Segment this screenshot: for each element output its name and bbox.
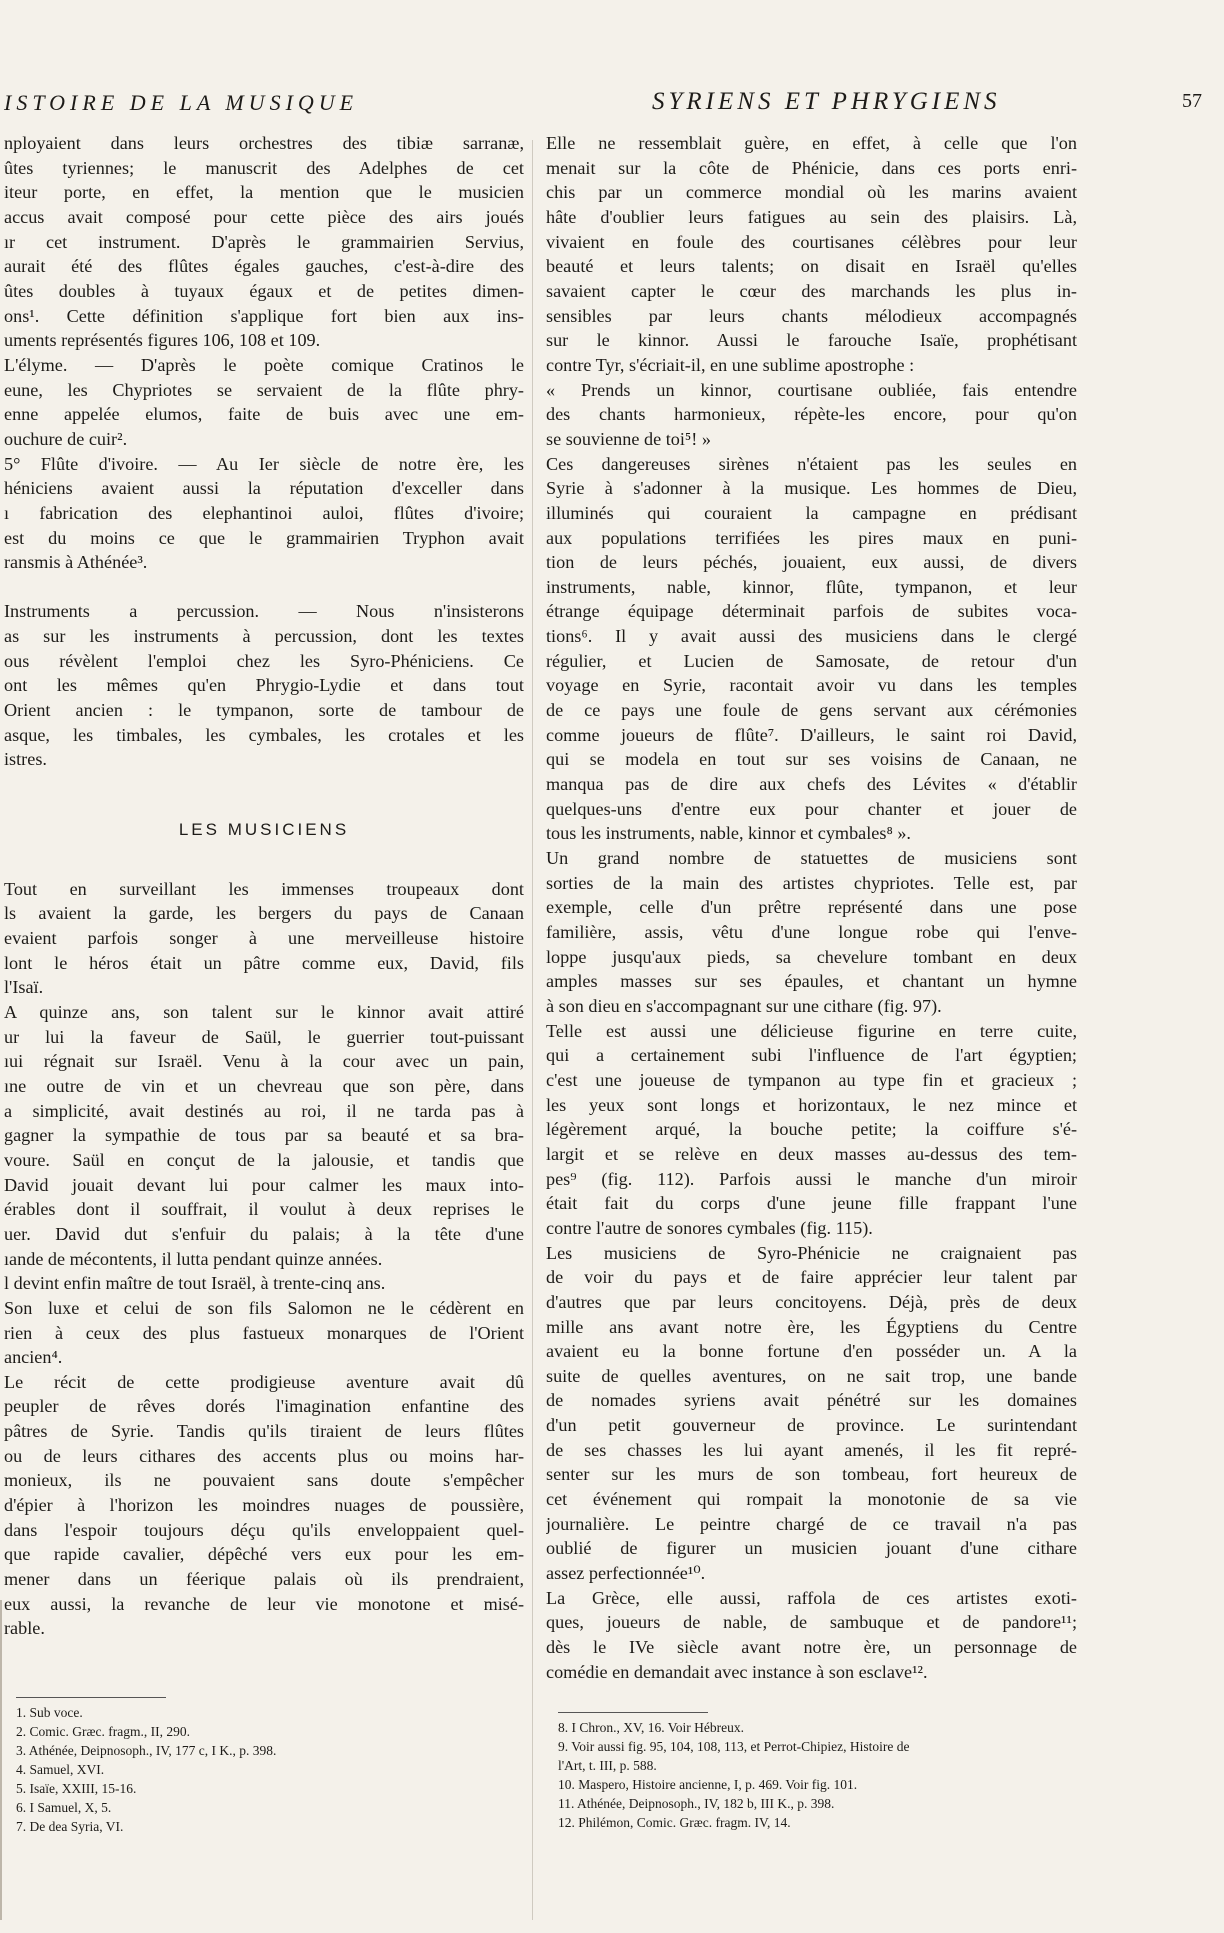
text-line: savaient capter le cœur des marchands les plus in- — [546, 280, 1077, 301]
text-line: uments représentés figures 106, 108 et 109. — [4, 330, 321, 351]
footnote: 6. I Samuel, X, 5. — [16, 1800, 112, 1815]
footnote: 8. I Chron., XV, 16. Voir Hébreux. — [558, 1720, 744, 1735]
text-line: accus avait composé pour cette pièce des airs joués — [4, 206, 524, 227]
footnote: 2. Comic. Græc. fragm., II, 290. — [16, 1724, 190, 1739]
text-line: Son luxe et celui de son fils Salomon ne le cédèrent en — [4, 1297, 524, 1318]
text-line: beauté et leurs talents; on disait en Israël qu'elles — [546, 256, 1077, 277]
text-line: étrange équipage déterminait parfois de subites voca- — [546, 601, 1077, 622]
text-line: cet événement qui rompait la monotonie de sa vie — [546, 1489, 1077, 1510]
text-line: ır cet instrument. D'après le grammairien Servius, — [4, 231, 524, 252]
footnotes-right — [558, 1718, 1078, 1832]
text-line: ûtes tyriennes; le manuscrit des Adelphes de cet — [4, 157, 524, 178]
text-line: ur lui la faveur de Saül, le guerrier tout-puissant — [4, 1026, 524, 1047]
text-line: tion de leurs péchés, jouaient, eux aussi, de divers — [546, 552, 1077, 573]
text-line: peupler de rêves dorés l'imagination enfantine des — [4, 1396, 524, 1417]
header-right-title: SYRIENS ET PHRYGIENS — [652, 88, 1001, 115]
text-line: qui se modela en tout sur ses voisins de Canaan, ne — [546, 749, 1077, 770]
right-column — [546, 131, 1077, 1684]
text-line: héniciens avaient aussi la réputation d'exceller dans — [4, 478, 524, 499]
footnote: 11. Athénée, Deipnosoph., IV, 182 b, III K., p. 398. — [558, 1796, 835, 1811]
text-line: 5° Flûte d'ivoire. — Au Ier siècle de notre ère, les — [4, 453, 524, 474]
text-line: eune, les Chypriotes se servaient de la flûte phry- — [4, 379, 524, 400]
text-line: loppe jusqu'aux pieds, sa chevelure tombant en deux — [546, 946, 1077, 967]
text-line: l'Isaï. — [4, 977, 44, 998]
text-line: La Grèce, elle aussi, raffola de ces artistes exoti- — [546, 1587, 1077, 1608]
text-line: menait sur la côte de Phénicie, dans ces ports enri- — [546, 157, 1077, 178]
paragraph-gap — [4, 575, 524, 600]
text-line: amples masses sur ses épaules, et chantant un hymne — [546, 971, 1077, 992]
text-line: ûtes doubles à tuyaux égaux et de petites dimen- — [4, 280, 524, 301]
footnote: 5. Isaïe, XXIII, 15-16. — [16, 1781, 137, 1796]
text-line: suite de quelles aventures, on ne sait trop, une bande — [546, 1365, 1077, 1386]
text-line: eux aussi, la revanche de leur vie monotone et misé- — [4, 1593, 524, 1614]
footnote-rule-right — [558, 1712, 708, 1713]
text-line: comme joueurs de flûte⁷. D'ailleurs, le saint roi David, — [546, 724, 1077, 745]
footnote: 9. Voir aussi fig. 95, 104, 108, 113, et Perrot-Chipiez, Histoire de — [558, 1739, 910, 1754]
text-line: David jouait devant lui pour calmer les maux into- — [4, 1174, 524, 1195]
text-line: rable. — [4, 1618, 45, 1639]
page-edge-mark — [0, 1600, 2, 1920]
text-line: lont le héros était un pâtre comme eux, David, fils — [4, 952, 524, 973]
text-line: légèrement arqué, la bouche petite; la coiffure s'é- — [546, 1119, 1077, 1140]
text-line: que rapide cavalier, dépêché vers eux pour les em- — [4, 1544, 524, 1565]
text-line: quelques-uns d'entre eux pour chanter et jouer de — [546, 798, 1077, 819]
text-line: voure. Saül en conçut de la jalousie, et tandis que — [4, 1149, 524, 1170]
left-column — [4, 131, 524, 1641]
text-line: tions⁶. Il y avait aussi des musiciens dans le clergé — [546, 626, 1077, 647]
text-line: se souvienne de toi⁵! » — [546, 428, 711, 449]
text-line: ont les mêmes qu'en Phrygio-Lydie et dans tout — [4, 675, 524, 696]
footnote: 3. Athénée, Deipnosoph., IV, 177 c, I K., p. 398. — [16, 1743, 277, 1758]
footnote: 1. Sub voce. — [16, 1705, 83, 1720]
text-line: à son dieu en s'accompagnant sur une cithare (fig. 97). — [546, 995, 942, 1016]
text-line: Instruments a percussion. — Nous n'insisterons — [4, 601, 524, 622]
text-line: familière, assis, vêtu d'une longue robe qui l'enve- — [546, 922, 1077, 942]
left-paragraphs-musiciens — [4, 877, 524, 1641]
page-number: 57 — [1182, 90, 1202, 112]
text-line: contre l'autre de sonores cymbales (fig. 115). — [546, 1217, 873, 1238]
text-line: de ce pays une foule de gens servant aux cérémonies — [546, 700, 1077, 721]
text-line: voyage en Syrie, racontait avoir vu dans les temples — [546, 675, 1077, 696]
footnote-rule-left — [16, 1697, 166, 1698]
text-line: manqua pas de dire aux chefs des Lévites « d'établir — [546, 774, 1077, 795]
text-line: ancien⁴. — [4, 1347, 63, 1368]
text-line: Un grand nombre de statuettes de musiciens sont — [546, 848, 1077, 869]
footnote: 4. Samuel, XVI. — [16, 1762, 105, 1777]
text-line: ouchure de cuir². — [4, 428, 128, 449]
footnote: 12. Philémon, Comic. Græc. fragm. IV, 14. — [558, 1815, 791, 1830]
text-line: ou de leurs cithares des accents plus ou moins har- — [4, 1445, 524, 1466]
text-line: régulier, et Lucien de Samosate, de retour d'un — [546, 650, 1077, 671]
text-line: qui a certainement subi l'influence de l'art égyptien; — [546, 1045, 1077, 1066]
footnote: 10. Maspero, Histoire ancienne, I, p. 469. Voir fig. 101. — [558, 1777, 858, 1792]
text-line: d'autres que par leurs concitoyens. Déjà, près de deux — [546, 1291, 1077, 1312]
text-line: istres. — [4, 749, 47, 770]
header-left-title: ISTOIRE DE LA MUSIQUE — [4, 90, 359, 115]
text-line: ons¹. Cette définition s'applique fort bien aux ins- — [4, 305, 524, 326]
text-line: illuminés qui couraient la campagne en prédisant — [546, 502, 1077, 523]
running-header — [0, 84, 1224, 124]
text-line: monieux, ils ne pouvaient sans doute s'empêcher — [4, 1470, 524, 1491]
text-line: des chants harmonieux, répète-les encore, pour qu'on — [546, 404, 1077, 425]
text-line: oublié de figurer un musicien jouant d'une cithare — [546, 1538, 1077, 1559]
text-line: ıui régnait sur Israël. Venu à la cour avec un pain, — [4, 1051, 524, 1072]
text-line: exemple, celle d'un prêtre représenté dans une pose — [546, 897, 1077, 918]
left-paragraphs-percussion — [4, 599, 524, 772]
text-line: mille ans avant notre ère, les Égyptiens du Centre — [546, 1316, 1077, 1337]
text-line: nployaient dans leurs orchestres des tibiæ sarranæ, — [4, 133, 524, 153]
text-line: c'est une joueuse de tympanon au type fin et gracieux ; — [546, 1069, 1077, 1090]
text-line: Ces dangereuses sirènes n'étaient pas les seules en — [546, 453, 1077, 474]
text-line: Elle ne ressemblait guère, en effet, à celle que l'on — [546, 133, 1077, 153]
text-line: chis par un commerce mondial où les marins avaient — [546, 182, 1077, 203]
text-line: largit et se relève en deux masses au-dessus des tem- — [546, 1143, 1077, 1164]
text-line: de ses chasses les lui ayant amenés, il les fit repré- — [546, 1439, 1077, 1460]
text-line: était fait du corps d'une jeune fille frappant l'une — [546, 1193, 1077, 1214]
text-line: les yeux sont longs et horizontaux, le nez mince et — [546, 1094, 1077, 1115]
text-line: Syrie à s'adonner à la musique. Les hommes de Dieu, — [546, 478, 1077, 499]
text-line: d'épier à l'horizon les moindres nuages de poussière, — [4, 1495, 524, 1516]
text-line: L'élyme. — D'après le poète comique Cratinos le — [4, 354, 524, 375]
text-line: contre Tyr, s'écriait-il, en une sublime apostrophe : — [546, 354, 915, 375]
text-line: l devint enfin maître de tout Israël, à trente-cinq ans. — [4, 1273, 386, 1294]
text-line: « Prends un kinnor, courtisane oubliée, fais entendre — [546, 379, 1077, 400]
text-line: aux populations terrifiées les pires maux en puni- — [546, 527, 1077, 548]
text-line: senter sur les murs de son tombeau, fort heureux de — [546, 1464, 1077, 1485]
text-line: sur le kinnor. Aussi le farouche Isaïe, prophétisant — [546, 330, 1077, 351]
text-line: ous révèlent l'emploi chez les Syro-Phéniciens. Ce — [4, 650, 524, 671]
text-line: iteur porte, en effet, la mention que le musicien — [4, 182, 524, 203]
text-line: ıande de mécontents, il lutta pendant quinze années. — [4, 1248, 383, 1269]
text-line: Les musiciens de Syro-Phénicie ne craignaient pas — [546, 1242, 1077, 1263]
text-line: ıne outre de vin et un chevreau que son père, dans — [4, 1075, 524, 1096]
footnote: l'Art, t. III, p. 588. — [558, 1758, 657, 1773]
text-line: sorties de la main des artistes chypriotes. Telle est, par — [546, 872, 1077, 893]
text-line: tous les instruments, nable, kinnor et cymbales⁸ ». — [546, 823, 911, 844]
text-line: Le récit de cette prodigieuse aventure avait dû — [4, 1371, 524, 1392]
footnote: 7. De dea Syria, VI. — [16, 1819, 124, 1834]
text-line: de nomades syriens avait pénétré sur les domaines — [546, 1390, 1077, 1411]
text-line: Orient ancien : le tympanon, sorte de tambour de — [4, 700, 524, 721]
text-line: evaient parfois songer à une merveilleuse histoire — [4, 928, 524, 949]
text-line: hâte d'oublier leurs fatigues au sein des plaisirs. Là, — [546, 206, 1077, 227]
text-line: as sur les instruments à percussion, dont les textes — [4, 626, 524, 647]
text-line: Telle est aussi une délicieuse figurine en terre cuite, — [546, 1020, 1077, 1041]
text-line: est du moins ce que le grammairien Tryphon avait — [4, 527, 524, 548]
text-line: a simplicité, avait destinés au roi, il ne tarda pas à — [4, 1100, 524, 1121]
text-line: aurait été des flûtes égales gauches, c'est-à-dire des — [4, 256, 524, 277]
text-line: gagner la sympathie de tous par sa beauté et sa bra- — [4, 1125, 524, 1146]
text-line: enne appelée elumos, faite de buis avec une em- — [4, 404, 524, 425]
text-line: vivaient en foule des courtisanes célèbres pour leur — [546, 231, 1077, 252]
text-line: journalière. Le peintre chargé de ce travail n'a pas — [546, 1513, 1077, 1534]
text-line: ques, joueurs de nable, de sambuque et de pandore¹¹; — [546, 1612, 1077, 1633]
text-line: ls avaient la garde, les bergers du pays de Canaan — [4, 903, 524, 924]
text-line: Tout en surveillant les immenses troupeaux dont — [4, 878, 524, 899]
text-line: sensibles par leurs chants mélodieux accompagnés — [546, 305, 1077, 326]
text-line: ı fabrication des elephantinoi auloi, flûtes d'ivoire; — [4, 502, 524, 523]
text-line: dès le IVe siècle avant notre ère, un personnage de — [546, 1637, 1077, 1658]
text-line: rien à ceux des plus fastueux monarques de l'Orient — [4, 1322, 524, 1343]
text-line: érables dont il souffrait, il voulut à deux reprises le — [4, 1199, 524, 1220]
text-line: uer. David dut s'enfuir du palais; à la tête d'une — [4, 1223, 524, 1244]
right-paragraphs — [546, 131, 1077, 1684]
text-line: ransmis à Athénée³. — [4, 552, 148, 573]
footnotes-left — [16, 1703, 516, 1836]
text-line: A quinze ans, son talent sur le kinnor avait attiré — [4, 1001, 524, 1022]
text-line: de voir du pays et de faire apprécier leur talent par — [546, 1267, 1077, 1288]
text-line: dans l'espoir toujours déçu qu'ils enveloppaient quel- — [4, 1519, 524, 1540]
column-gutter — [532, 140, 533, 1920]
text-line: asque, les timbales, les cymbales, les crotales et les — [4, 724, 524, 745]
text-line: d'un petit gouverneur de province. Le surintendant — [546, 1415, 1077, 1436]
text-line: pâtres de Syrie. Tandis qu'ils tiraient de leurs flûtes — [4, 1421, 524, 1442]
text-line: pes⁹ (fig. 112). Parfois aussi le manche d'un miroir — [546, 1168, 1077, 1189]
text-line: assez perfectionnée¹⁰. — [546, 1563, 706, 1584]
section-title: LES MUSICIENS — [178, 820, 350, 840]
left-paragraphs-instruments — [4, 131, 524, 575]
text-line: instruments, nable, kinnor, flûte, tympanon, et leur — [546, 576, 1077, 597]
text-line: mener dans un féerique palais où ils prendraient, — [4, 1569, 524, 1590]
text-line: avaient eu la bonne fortune d'en posséder un. A la — [546, 1341, 1077, 1362]
text-line: comédie en demandait avec instance à son esclave¹². — [546, 1661, 928, 1682]
